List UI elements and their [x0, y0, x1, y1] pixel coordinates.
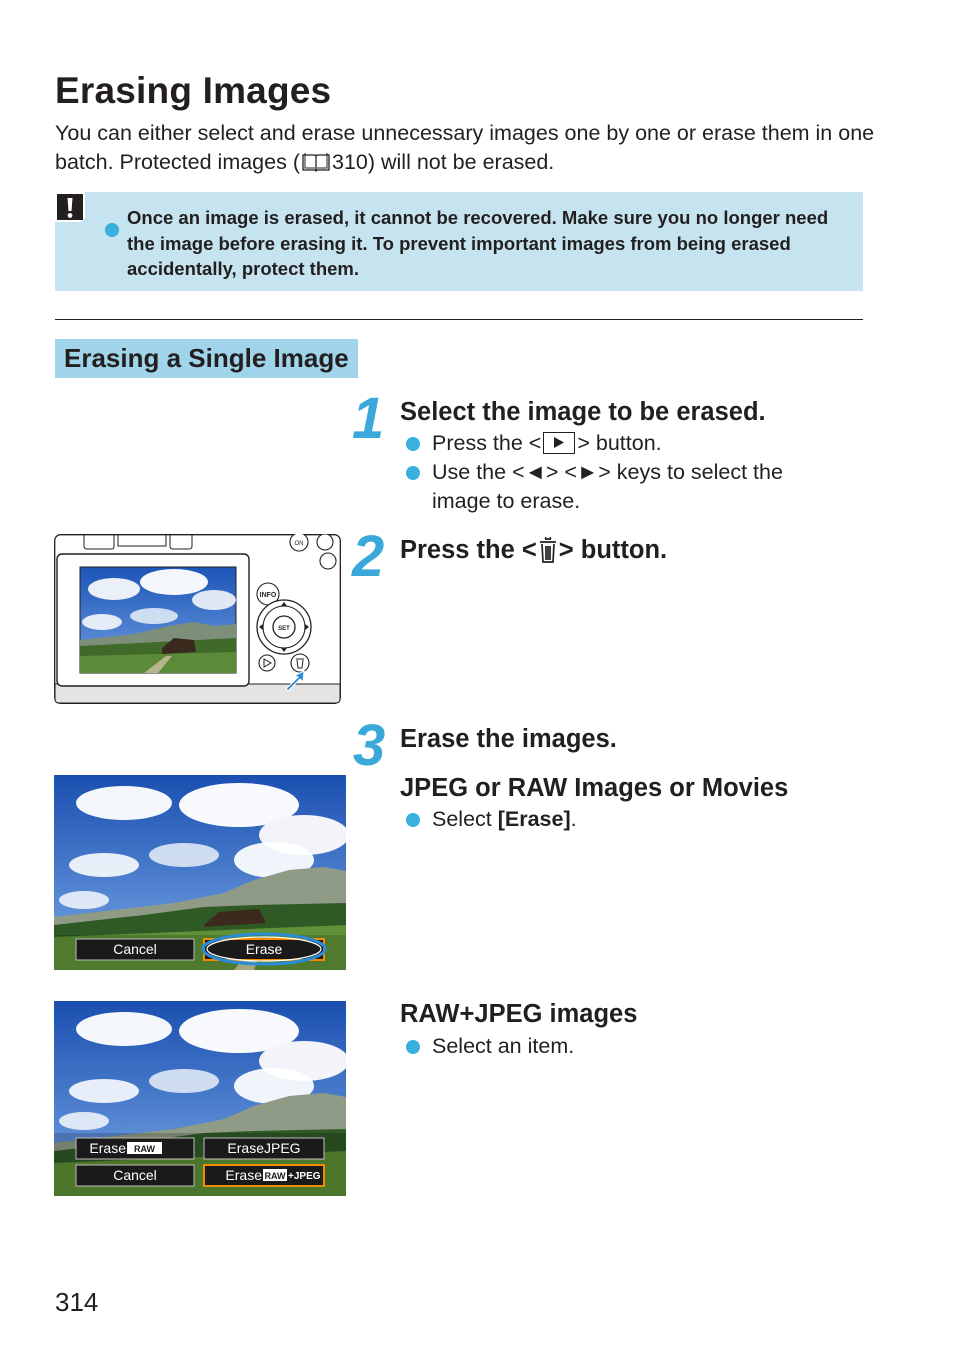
bullet-text: > keys to select the image to erase. — [432, 460, 783, 513]
bullet-text: Select — [432, 807, 498, 831]
erase-raw-button[interactable]: Erase — [89, 1140, 126, 1156]
bullet-text: . — [570, 807, 577, 831]
erase-screen-single — [54, 775, 346, 970]
left-arrow-key-icon: ◄ — [524, 460, 546, 484]
erase-jpeg-button[interactable]: EraseJPEG — [227, 1140, 301, 1156]
erase-option-label: [Erase] — [497, 807, 571, 831]
right-arrow-key-icon: ► — [577, 460, 599, 484]
jpeg-raw-heading: JPEG or RAW Images or Movies — [400, 774, 789, 802]
bullet-icon — [105, 223, 119, 237]
playback-button-icon — [543, 432, 575, 454]
bullet-icon — [406, 437, 420, 451]
caution-message: Once an image is erased, it cannot be recovered. Make sure you no longer need the image before erasing it. To prevent important images from being erased accidentally, protect them. — [127, 207, 829, 279]
cancel-button[interactable]: Cancel — [113, 1167, 157, 1183]
caution-text — [127, 205, 847, 282]
bullet-text: Press the < — [432, 431, 542, 455]
section-heading: Erasing a Single Image — [55, 339, 358, 378]
intro-page-ref[interactable]: 310 — [331, 150, 368, 174]
raw-badge: RAW — [264, 1171, 286, 1181]
page-number: 314 — [55, 1287, 99, 1317]
caution-icon — [55, 192, 85, 222]
section-divider — [55, 319, 863, 320]
step-2-title-text: > button. — [558, 536, 668, 564]
raw-jpeg-heading: RAW+JPEG images — [400, 1000, 638, 1028]
step-2-title — [400, 536, 667, 565]
erase-button[interactable]: Erase — [245, 941, 283, 957]
trash-icon — [537, 536, 559, 564]
bullet-icon — [406, 1040, 420, 1054]
raw-badge: RAW — [134, 1144, 155, 1154]
jpeg-raw-bullets — [406, 805, 846, 834]
page-title: Erasing Images — [55, 70, 332, 111]
step-1-title: Select the image to be erased. — [400, 398, 766, 426]
erase-raw-jpeg-button[interactable]: Erase — [225, 1167, 262, 1183]
intro-paragraph — [55, 119, 875, 177]
list-item — [406, 1032, 846, 1061]
step-2-number: 2 — [352, 524, 385, 589]
list-item — [406, 429, 846, 458]
step-2-title-text: Press the < — [400, 536, 537, 564]
bullet-text: > button. — [577, 431, 662, 455]
info-button-label: INFO — [259, 592, 277, 599]
jpeg-badge: +JPEG — [288, 1171, 321, 1182]
book-reference-icon — [301, 152, 331, 172]
set-button-label: SET — [278, 626, 290, 632]
erase-screen-raw-jpeg — [54, 1001, 346, 1196]
af-on-button-label: ON — [294, 541, 304, 547]
caution-box — [55, 192, 863, 291]
raw-jpeg-bullets — [406, 1032, 846, 1061]
step-1-bullets — [406, 429, 846, 516]
camera-back-illustration — [54, 534, 341, 704]
bullet-text: Select an item. — [432, 1034, 575, 1058]
cancel-button[interactable]: Cancel — [113, 941, 157, 957]
bullet-text: > < — [545, 460, 577, 484]
step-3-title: Erase the images. — [400, 725, 617, 753]
step-3-number: 3 — [353, 713, 386, 778]
step-1-number: 1 — [352, 386, 385, 451]
intro-text-2: ) will not be erased. — [367, 150, 555, 174]
bullet-text: Use the < — [432, 460, 525, 484]
intro-text-1: You can either select and erase unnecessary images one by one or erase them in one batch. Protected images ( — [55, 121, 875, 174]
bullet-icon — [406, 813, 420, 827]
bullet-icon — [406, 466, 420, 480]
list-item — [406, 458, 846, 516]
list-item — [406, 805, 846, 834]
